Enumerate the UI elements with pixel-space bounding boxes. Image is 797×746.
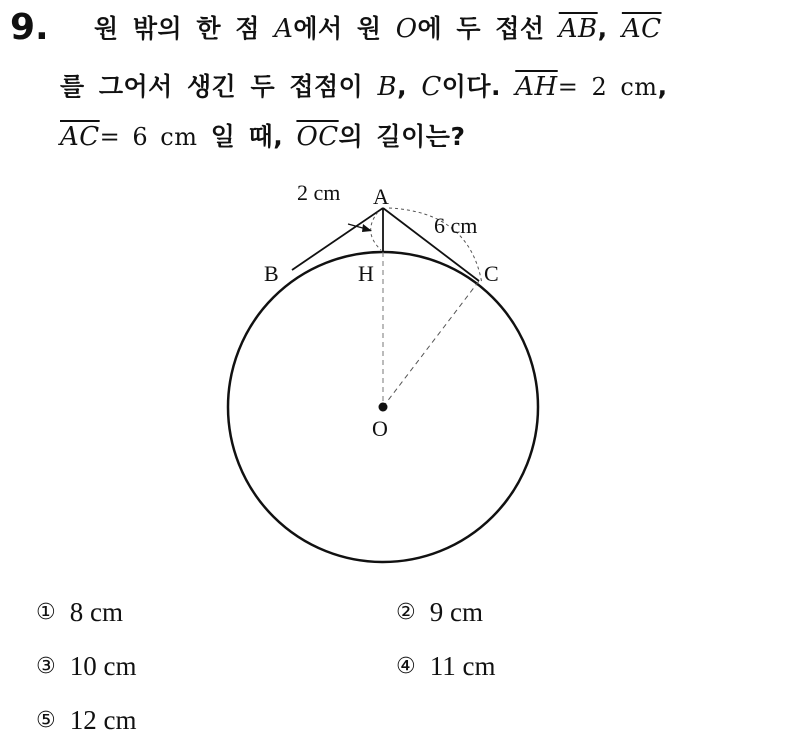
segment-ah-symbol: $\overline{AH}$ <box>515 72 558 102</box>
choice-text: 9 cm <box>429 597 483 627</box>
choice-1[interactable] <box>36 596 123 631</box>
segment-oc-symbol: $\overline{OC}$ <box>296 122 339 152</box>
question-number: 9. <box>10 7 49 48</box>
choice-marker: ④ <box>396 654 416 679</box>
label-ah-length: 2 cm <box>297 180 341 205</box>
comma: , <box>397 72 422 101</box>
segment-oc-dashed <box>383 281 479 407</box>
pointer-arrowhead <box>362 224 372 232</box>
text-segment: 원 밖의 한 점 <box>94 14 275 43</box>
choice-text: 12 cm <box>69 705 137 735</box>
choice-4[interactable] <box>396 650 495 685</box>
label-h: H <box>358 261 374 286</box>
text-segment: 이다. <box>441 72 516 101</box>
comma: , <box>657 72 668 101</box>
choice-marker: ① <box>36 600 56 625</box>
ac-length-value: = 6 cm <box>99 123 198 151</box>
ah-dimension-arc <box>371 212 381 250</box>
label-a: A <box>373 184 389 209</box>
comma: , <box>597 14 622 43</box>
segment-ac-symbol: $\overline{AC}$ <box>621 14 662 44</box>
point-o-symbol: O <box>395 14 418 44</box>
choice-marker: ⑤ <box>36 708 56 733</box>
choice-text: 10 cm <box>69 651 137 681</box>
label-o: O <box>372 416 388 441</box>
choice-text: 8 cm <box>69 597 123 627</box>
point-c-symbol: C <box>421 72 442 102</box>
choice-text: 11 cm <box>429 651 496 681</box>
choice-marker: ② <box>396 600 416 625</box>
text-segment: 에 두 접선 <box>417 14 559 43</box>
label-c: C <box>484 261 499 286</box>
segment-ac-symbol: $\overline{AC}$ <box>60 122 100 152</box>
text-segment: 일 때, <box>197 122 297 151</box>
text-segment: 에서 원 <box>293 14 396 43</box>
text-segment: 의 길이는? <box>338 122 466 151</box>
choice-2[interactable] <box>396 596 483 631</box>
point-a-symbol: A <box>274 14 294 44</box>
point-b-symbol: B <box>377 72 398 102</box>
label-b: B <box>264 261 279 286</box>
ah-length-value: = 2 cm <box>557 73 658 101</box>
label-ac-length: 6 cm <box>434 213 478 238</box>
center-point-o <box>379 403 388 412</box>
choice-3[interactable] <box>36 650 136 685</box>
choice-marker: ③ <box>36 654 56 679</box>
choice-5[interactable] <box>36 704 136 739</box>
text-segment: 를 그어서 생긴 두 접점이 <box>60 72 378 101</box>
segment-ab-symbol: $\overline{AB}$ <box>558 14 598 44</box>
